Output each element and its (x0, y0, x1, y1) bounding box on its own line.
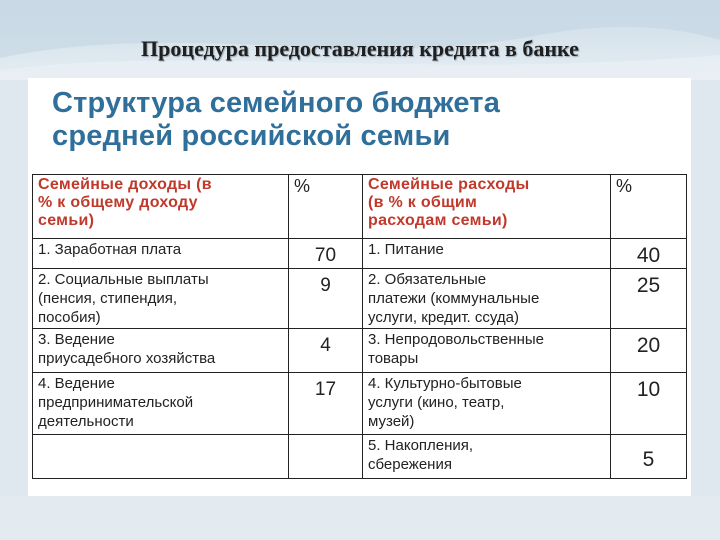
expense-percent: 5 (611, 435, 687, 479)
expense-item: 4. Культурно-бытовые услуги (кино, театр, музей) (363, 373, 611, 435)
income-percent: 70 (289, 239, 363, 269)
expense-percent: 10 (611, 373, 687, 435)
income-item: 1. Заработная плата (33, 239, 289, 269)
expense-pct-header: % (611, 175, 687, 239)
expense-item: 2. Обязательные платежи (коммунальные услуги, кредит. ссуда) (363, 269, 611, 329)
heading-line-1: Структура семейного бюджета (52, 87, 501, 119)
expense-header (363, 175, 611, 239)
expense-item: 5. Накопления, сбережения (363, 435, 611, 479)
income-percent: 17 (289, 373, 363, 435)
income-item: 4. Ведение предпринимательской деятельности (33, 373, 289, 435)
budget-table (32, 174, 687, 479)
budget-heading (52, 87, 612, 153)
slide-title: Процедура предоставления кредита в банке (141, 36, 579, 61)
table-row (33, 239, 687, 269)
income-item: 2. Социальные выплаты (пенсия, стипендия, пособия) (33, 269, 289, 329)
expense-percent: 25 (611, 269, 687, 329)
income-percent: 9 (289, 269, 363, 329)
table-header-row (33, 175, 687, 239)
expense-header-detail: (в % к общим расходам семьи) (368, 194, 508, 229)
income-header (33, 175, 289, 239)
income-item: 3. Ведение приусадебного хозяйства (33, 329, 289, 373)
expense-percent: 20 (611, 329, 687, 373)
heading-line-2: средней российской семьи (52, 120, 451, 152)
income-percent (289, 435, 363, 479)
slide-footer-background (0, 496, 720, 540)
income-pct-header: % (289, 175, 363, 239)
income-percent: 4 (289, 329, 363, 373)
expense-percent: 40 (611, 239, 687, 269)
table-row (33, 435, 687, 479)
expense-item: 1. Питание (363, 239, 611, 269)
expense-header-label: Семейные расходы (368, 176, 530, 193)
income-item (33, 435, 289, 479)
table-row (33, 329, 687, 373)
table-row (33, 269, 687, 329)
table-row (33, 373, 687, 435)
expense-item: 3. Непродовольственные товары (363, 329, 611, 373)
income-header-label: Семейные доходы (38, 176, 192, 193)
income-header-detail: (в % к общему доходу семьи) (38, 176, 212, 229)
